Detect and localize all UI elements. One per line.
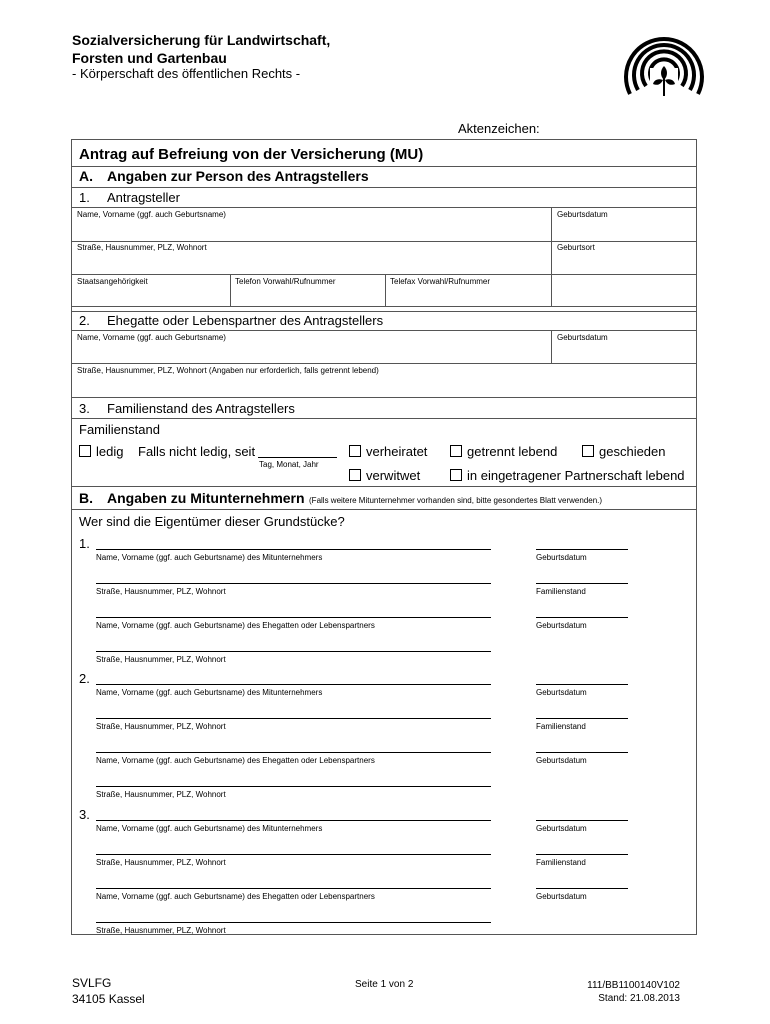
form-title: Antrag auf Befreiung von der Versicherung (MU) [79, 146, 424, 163]
svlfg-logo-icon [622, 22, 706, 106]
verwitwet-label: verwitwet [366, 468, 421, 483]
partner-street-field-line[interactable] [96, 651, 491, 652]
subsection-2-title: Ehegatte oder Lebenspartner des Antragstellers [107, 313, 384, 328]
owners-question: Wer sind die Eigentümer dieser Grundstücke? [79, 514, 345, 529]
mitunternehmer-birthdate-field: Geburtsdatum [536, 688, 587, 697]
footer-city: 34105 Kassel [72, 992, 145, 1006]
partner-birthdate-field-line[interactable] [536, 888, 628, 889]
organization-name-line2: Forsten und Gartenbau [72, 50, 227, 66]
organization-subtitle: - Körperschaft des öffentlichen Rechts - [72, 66, 301, 81]
subsection-3-title: Familienstand des Antragstellers [107, 401, 295, 416]
applicant-fax-field[interactable]: Telefax Vorwahl/Rufnummer [390, 277, 491, 286]
spouse-street-field[interactable]: Straße, Hausnummer, PLZ, Wohnort (Angaben nur erforderlich, falls getrennt lebend) [77, 366, 379, 375]
section-b-note: (Falls weitere Mitunternehmer vorhanden sind, bitte gesondertes Blatt verwenden.) [309, 496, 603, 505]
partner-street-field-line[interactable] [96, 786, 491, 787]
mitunternehmer-familienstand-field-line[interactable] [536, 583, 628, 584]
entry-number: 2. [79, 671, 90, 686]
section-b-title: Angaben zu Mitunternehmern [107, 490, 305, 506]
ledig-label: ledig [96, 444, 124, 459]
verheiratet-label: verheiratet [366, 444, 428, 459]
footer-meta [530, 979, 680, 1005]
geschieden-checkbox[interactable] [582, 445, 594, 457]
since-date-field[interactable] [258, 457, 337, 458]
mitunternehmer-birthdate-field-line[interactable] [536, 549, 628, 550]
partner-name-field-line[interactable] [96, 617, 491, 618]
partner-street-field: Straße, Hausnummer, PLZ, Wohnort [96, 655, 226, 664]
partner-name-field: Name, Vorname (ggf. auch Geburtsname) des Ehegatten oder Lebenspartners [96, 756, 375, 765]
section-b-letter: B. [79, 490, 93, 506]
geschieden-label: geschieden [599, 444, 666, 459]
entry-number: 3. [79, 807, 90, 822]
since-label: Falls nicht ledig, seit [138, 444, 256, 459]
subsection-3-number: 3. [79, 401, 90, 416]
mitunternehmer-street-field-line[interactable] [96, 854, 491, 855]
mitunternehmer-street-field-line[interactable] [96, 718, 491, 719]
mitunternehmer-name-field: Name, Vorname (ggf. auch Geburtsname) des Mitunternehmers [96, 553, 323, 562]
applicant-birthplace-field[interactable]: Geburtsort [557, 243, 595, 252]
mitunternehmer-street-field-line[interactable] [96, 583, 491, 584]
date-format-hint: Tag, Monat, Jahr [259, 460, 319, 469]
mitunternehmer-familienstand-field: Familienstand [536, 858, 586, 867]
subsection-1-number: 1. [79, 190, 90, 205]
applicant-name-field[interactable]: Name, Vorname (ggf. auch Geburtsname) [77, 210, 226, 219]
familienstand-label: Familienstand [79, 422, 160, 437]
mitunternehmer-birthdate-field-line[interactable] [536, 684, 628, 685]
partner-street-field: Straße, Hausnummer, PLZ, Wohnort [96, 790, 226, 799]
footer-address [72, 975, 145, 1007]
partner-name-field-line[interactable] [96, 752, 491, 753]
partner-birthdate-field-line[interactable] [536, 617, 628, 618]
aktenzeichen-label: Aktenzeichen: [458, 121, 540, 136]
mitunternehmer-name-field-line[interactable] [96, 549, 491, 550]
mitunternehmer-name-field: Name, Vorname (ggf. auch Geburtsname) des Mitunternehmers [96, 688, 323, 697]
spouse-birthdate-field[interactable]: Geburtsdatum [557, 333, 608, 342]
entry-number: 1. [79, 536, 90, 551]
mitunternehmer-name-field-line[interactable] [96, 820, 491, 821]
mitunternehmer-birthdate-field: Geburtsdatum [536, 824, 587, 833]
mitunternehmer-familienstand-field-line[interactable] [536, 854, 628, 855]
section-b-heading [107, 490, 602, 508]
getrennt-lebend-checkbox[interactable] [450, 445, 462, 457]
spouse-name-field[interactable]: Name, Vorname (ggf. auch Geburtsname) [77, 333, 226, 342]
getrennt-lebend-label: getrennt lebend [467, 444, 558, 459]
application-form [71, 139, 697, 935]
applicant-birthdate-field[interactable]: Geburtsdatum [557, 210, 608, 219]
applicant-nationality-field[interactable]: Staatsangehörigkeit [77, 277, 148, 286]
page-number: Seite 1 von 2 [355, 979, 414, 990]
applicant-street-field[interactable]: Straße, Hausnummer, PLZ, Wohnort [77, 243, 207, 252]
mitunternehmer-birthdate-field-line[interactable] [536, 820, 628, 821]
partner-birthdate-field: Geburtsdatum [536, 892, 587, 901]
mitunternehmer-street-field: Straße, Hausnummer, PLZ, Wohnort [96, 722, 226, 731]
form-date: Stand: 21.08.2013 [598, 993, 680, 1004]
form-code: 111/BB1100140V102 [587, 980, 680, 991]
subsection-2-number: 2. [79, 313, 90, 328]
mitunternehmer-name-field: Name, Vorname (ggf. auch Geburtsname) des Mitunternehmers [96, 824, 323, 833]
mitunternehmer-street-field: Straße, Hausnummer, PLZ, Wohnort [96, 587, 226, 596]
mitunternehmer-birthdate-field: Geburtsdatum [536, 553, 587, 562]
partner-birthdate-field: Geburtsdatum [536, 756, 587, 765]
section-a-title: Angaben zur Person des Antragstellers [107, 168, 369, 184]
partnerschaft-label: in eingetragener Partnerschaft lebend [467, 468, 685, 483]
mitunternehmer-familienstand-field: Familienstand [536, 587, 586, 596]
verheiratet-checkbox[interactable] [349, 445, 361, 457]
organization-name [72, 31, 330, 67]
partner-name-field: Name, Vorname (ggf. auch Geburtsname) des Ehegatten oder Lebenspartners [96, 621, 375, 630]
footer-org: SVLFG [72, 976, 112, 990]
partner-name-field: Name, Vorname (ggf. auch Geburtsname) des Ehegatten oder Lebenspartners [96, 892, 375, 901]
partner-name-field-line[interactable] [96, 888, 491, 889]
mitunternehmer-familienstand-field: Familienstand [536, 722, 586, 731]
subsection-1-title: Antragsteller [107, 190, 180, 205]
partner-street-field-line[interactable] [96, 922, 491, 923]
verwitwet-checkbox[interactable] [349, 469, 361, 481]
applicant-phone-field[interactable]: Telefon Vorwahl/Rufnummer [235, 277, 336, 286]
partner-birthdate-field: Geburtsdatum [536, 621, 587, 630]
mitunternehmer-familienstand-field-line[interactable] [536, 718, 628, 719]
section-a-letter: A. [79, 168, 93, 184]
ledig-checkbox[interactable] [79, 445, 91, 457]
partner-birthdate-field-line[interactable] [536, 752, 628, 753]
mitunternehmer-street-field: Straße, Hausnummer, PLZ, Wohnort [96, 858, 226, 867]
partner-street-field: Straße, Hausnummer, PLZ, Wohnort [96, 926, 226, 935]
partnerschaft-checkbox[interactable] [450, 469, 462, 481]
mitunternehmer-name-field-line[interactable] [96, 684, 491, 685]
organization-name-line1: Sozialversicherung für Landwirtschaft, [72, 32, 331, 48]
